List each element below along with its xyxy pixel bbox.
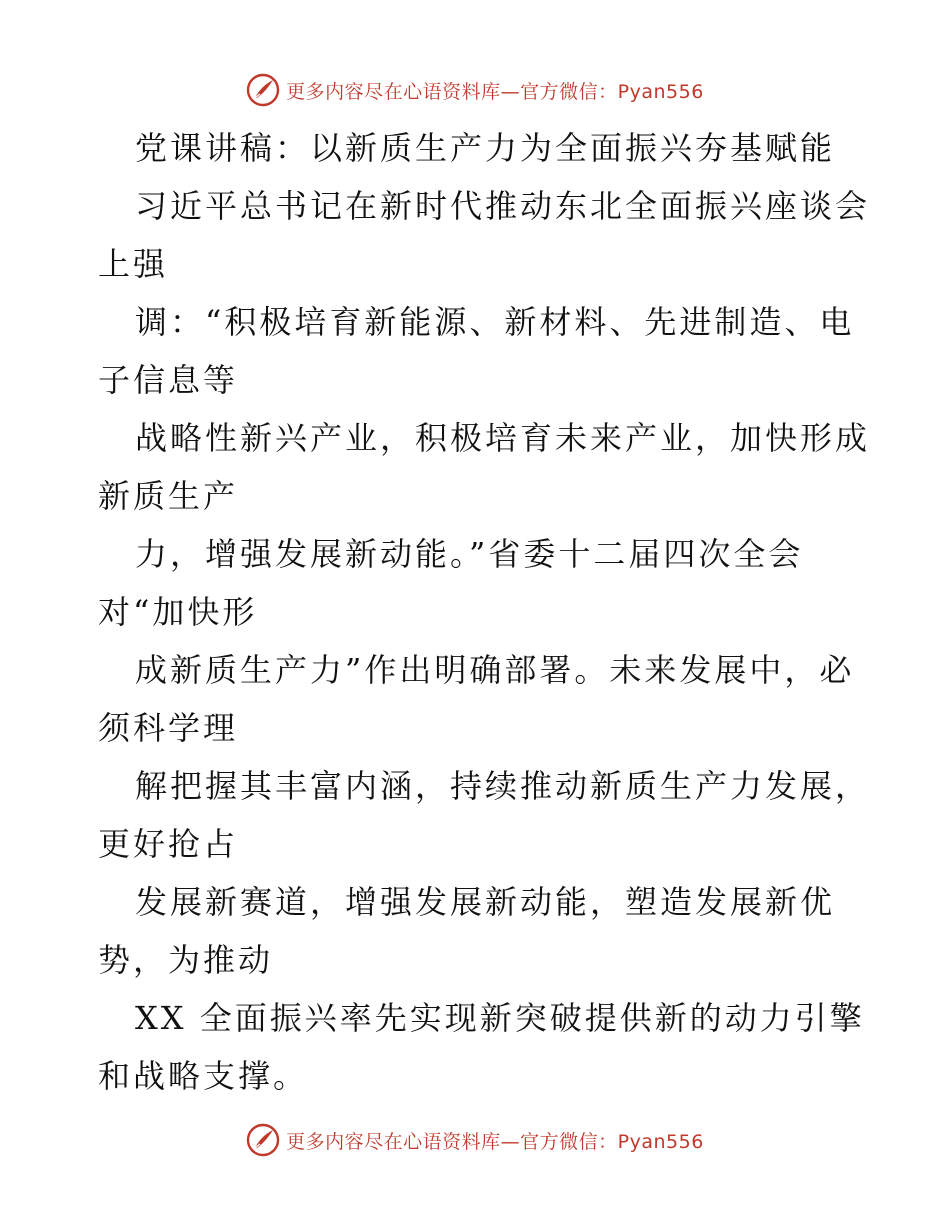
watermark-text: 更多内容尽在心语资料库—官方微信：Pyan556 bbox=[286, 1130, 704, 1153]
paragraph-line: 子信息等 bbox=[98, 361, 239, 399]
paragraph-line: 调：“积极培育新能源、新材料、先进制造、电 bbox=[135, 303, 855, 341]
document-title: 党课讲稿：以新质生产力为全面振兴夯基赋能 bbox=[135, 129, 836, 167]
paragraph-line: 势，为推动 bbox=[98, 941, 274, 979]
quill-pen-logo-icon bbox=[246, 1123, 280, 1157]
header-watermark bbox=[0, 70, 950, 110]
paragraph-line: 成新质生产力”作出明确部署。未来发展中，必 bbox=[135, 651, 855, 689]
paragraph-line: 上强 bbox=[98, 245, 169, 283]
watermark-text: 更多内容尽在心语资料库—官方微信：Pyan556 bbox=[286, 80, 704, 103]
quill-pen-logo-icon bbox=[246, 73, 280, 107]
paragraph-line: 习近平总书记在新时代推动东北全面振兴座谈会 bbox=[135, 187, 871, 225]
footer-watermark bbox=[0, 1120, 950, 1160]
paragraph-line: 更好抢占 bbox=[98, 825, 239, 863]
paragraph-line: 对“加快形 bbox=[98, 593, 258, 631]
paragraph-line: 和战略支撑。 bbox=[98, 1057, 309, 1095]
paragraph-line: 须科学理 bbox=[98, 709, 239, 747]
paragraph-line: 发展新赛道，增强发展新动能，塑造发展新优 bbox=[135, 883, 836, 921]
paragraph-line: 新质生产 bbox=[98, 477, 239, 515]
paragraph-line: 力，增强发展新动能。”省委十二届四次全会 bbox=[135, 535, 804, 573]
paragraph-line: 战略性新兴产业，积极培育未来产业，加快形成 bbox=[135, 419, 871, 457]
paragraph-line: XX 全面振兴率先实现新突破提供新的动力引擎 bbox=[135, 999, 865, 1037]
paragraph-line: 解把握其丰富内涵，持续推动新质生产力发展， bbox=[135, 767, 871, 805]
